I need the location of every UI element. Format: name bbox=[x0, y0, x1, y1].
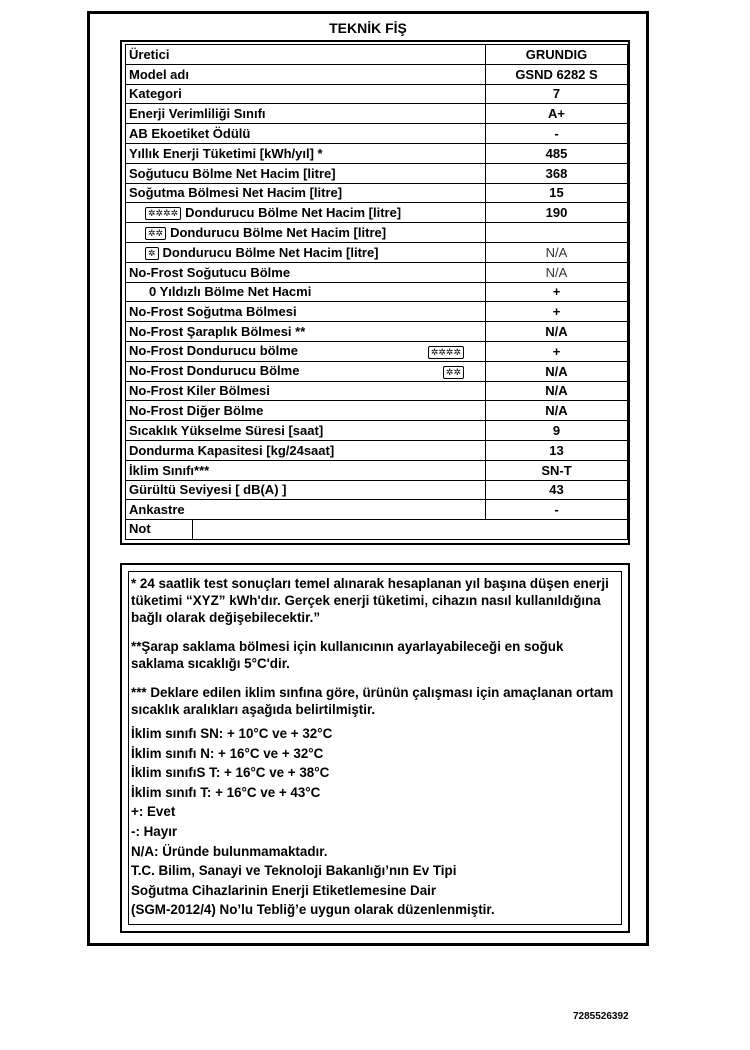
spec-label-cell bbox=[126, 203, 486, 223]
spec-label: No-Frost Kiler Bölmesi bbox=[129, 383, 270, 399]
freezer-star-icon: ✲✲ bbox=[443, 366, 464, 379]
spec-value bbox=[486, 223, 628, 243]
spec-label-cell bbox=[126, 520, 628, 540]
spec-row bbox=[126, 143, 628, 163]
spec-label-cell bbox=[126, 381, 486, 401]
spec-row bbox=[126, 104, 628, 124]
spec-label: Soğutma Bölmesi Net Hacim [litre] bbox=[129, 185, 343, 201]
spec-row bbox=[126, 440, 628, 460]
spec-row bbox=[126, 341, 628, 361]
spec-row bbox=[126, 322, 628, 342]
spec-row bbox=[126, 282, 628, 302]
freezer-star-icon: ✲ bbox=[145, 247, 159, 260]
spec-label-cell bbox=[126, 460, 486, 480]
spec-value: SN-T bbox=[486, 460, 628, 480]
spec-label: Dondurucu Bölme Net Hacim [litre] bbox=[185, 205, 402, 221]
spec-value: A+ bbox=[486, 104, 628, 124]
spec-label: Not bbox=[126, 520, 193, 539]
spec-row bbox=[126, 124, 628, 144]
spec-label-cell bbox=[126, 183, 486, 203]
spec-label-cell bbox=[126, 401, 486, 421]
note-line: İklim sınıfı T: + 16°C ve + 43°C bbox=[131, 784, 321, 800]
spec-label-cell bbox=[126, 480, 486, 500]
spec-value: 9 bbox=[486, 421, 628, 441]
note-line: İklim sınıfı SN: + 10°C ve + 32°C bbox=[131, 726, 333, 741]
spec-row bbox=[126, 64, 628, 84]
note-line: İklim sınıfı N: + 16°C ve + 32°C bbox=[131, 745, 324, 761]
spec-value: + bbox=[486, 341, 628, 361]
spec-label-cell bbox=[126, 45, 486, 65]
spec-row bbox=[126, 262, 628, 282]
spec-label: Dondurma Kapasitesi [kg/24saat] bbox=[129, 442, 335, 458]
spec-label: İklim Sınıfı*** bbox=[129, 462, 210, 478]
note-line: İklim sınıfıS T: + 16°C ve + 38°C bbox=[131, 765, 330, 781]
spec-row bbox=[126, 223, 628, 243]
footnote-energy: * 24 saatlik test sonuçları temel alınarak hesaplanan yıl başına düşen enerji tüketimi “XYZ” kWh'dır. Gerçek enerji tüketimi, cihazın nasıl kullanıldığına bağlı olarak değişebilecektir.” bbox=[131, 576, 609, 625]
spec-label: Gürültü Seviyesi [ dB(A) ] bbox=[129, 482, 287, 498]
spec-row bbox=[126, 242, 628, 262]
spec-label-cell bbox=[126, 322, 486, 342]
spec-label: Yıllık Enerji Tüketimi [kWh/yıl] * bbox=[129, 145, 323, 161]
spec-value: - bbox=[486, 124, 628, 144]
spec-label: Model adı bbox=[129, 66, 189, 82]
spec-label: 0 Yıldızlı Bölme Net Hacmi bbox=[149, 284, 312, 300]
spec-label-cell bbox=[126, 302, 486, 322]
notes-box bbox=[120, 563, 630, 933]
spec-row bbox=[126, 401, 628, 421]
document-code: 7285526392 bbox=[573, 1011, 629, 1022]
spec-table bbox=[125, 44, 628, 540]
spec-value: + bbox=[486, 282, 628, 302]
notes-inner bbox=[128, 571, 622, 925]
spec-label-cell bbox=[126, 163, 486, 183]
spec-row bbox=[126, 480, 628, 500]
footnote-wine: **Şarap saklama bölmesi için kullanıcının ayarlayabileceği en soğuk saklama sıcaklığı 5°C'dir. bbox=[131, 639, 564, 671]
spec-row bbox=[126, 361, 628, 381]
footnote-climate: *** Deklare edilen iklim sınfına göre, ürünün çalışması için amaçlanan ortam sıcaklık aralıkları aşağıda belirtilmiştir. bbox=[131, 685, 614, 717]
spec-value: GRUNDIG bbox=[486, 45, 628, 65]
spec-value: N/A bbox=[486, 322, 628, 342]
spec-row bbox=[126, 421, 628, 441]
spec-label: No-Frost Soğutma Bölmesi bbox=[129, 304, 297, 320]
note-line: +: Evet bbox=[131, 804, 176, 820]
spec-value: 13 bbox=[486, 440, 628, 460]
spec-label: Üretici bbox=[129, 46, 170, 62]
spec-label-cell bbox=[126, 500, 486, 520]
spec-value: 485 bbox=[486, 143, 628, 163]
document-title: TEKNİK FİŞ bbox=[329, 20, 407, 36]
spec-row bbox=[126, 84, 628, 104]
spec-row bbox=[126, 460, 628, 480]
spec-label-cell bbox=[126, 421, 486, 441]
note-line: (SGM-2012/4) No’lu Tebliğ’e uygun olarak düzenlenmiştir. bbox=[131, 902, 495, 918]
spec-label: AB Ekoetiket Ödülü bbox=[129, 126, 251, 142]
spec-value: N/A bbox=[486, 381, 628, 401]
note-line: N/A: Üründe bulunmamaktadır. bbox=[131, 843, 328, 859]
spec-value: GSND 6282 S bbox=[486, 64, 628, 84]
spec-label-cell bbox=[126, 282, 486, 302]
spec-label-cell bbox=[126, 64, 486, 84]
spec-label: No-Frost Şaraplık Bölmesi ** bbox=[129, 324, 306, 340]
freezer-star-icon: ✲✲✲✲ bbox=[145, 207, 181, 220]
spec-value: N/A bbox=[486, 242, 628, 262]
spec-value: 15 bbox=[486, 183, 628, 203]
spec-label: No-Frost Soğutucu Bölme bbox=[129, 264, 291, 280]
notes-lines bbox=[131, 724, 619, 920]
spec-value: N/A bbox=[486, 262, 628, 282]
spec-value: 43 bbox=[486, 480, 628, 500]
spec-row bbox=[126, 163, 628, 183]
spec-label-cell bbox=[126, 341, 486, 361]
spec-value: - bbox=[486, 500, 628, 520]
spec-label: No-Frost Dondurucu bölme bbox=[129, 343, 298, 359]
spec-label: Ankastre bbox=[129, 502, 185, 518]
spec-label: No-Frost Dondurucu Bölme bbox=[129, 363, 300, 379]
spec-label-cell bbox=[126, 143, 486, 163]
spec-row bbox=[126, 500, 628, 520]
spec-value: + bbox=[486, 302, 628, 322]
spec-label: No-Frost Diğer Bölme bbox=[129, 403, 264, 419]
spec-row bbox=[126, 381, 628, 401]
spec-label: Dondurucu Bölme Net Hacim [litre] bbox=[170, 225, 387, 241]
spec-value bbox=[193, 520, 627, 539]
spec-label-cell bbox=[126, 223, 486, 243]
note-line: Soğutma Cihazlarinin Enerji Etiketlemesine Dair bbox=[131, 882, 437, 898]
spec-label-cell bbox=[126, 242, 486, 262]
spec-label-cell bbox=[126, 361, 486, 381]
spec-label: Enerji Verimliliği Sınıfı bbox=[129, 106, 266, 122]
spec-row bbox=[126, 520, 628, 540]
spec-label-cell bbox=[126, 124, 486, 144]
spec-value: N/A bbox=[486, 361, 628, 381]
spec-value: N/A bbox=[486, 401, 628, 421]
spec-label: Dondurucu Bölme Net Hacim [litre] bbox=[162, 244, 379, 260]
freezer-star-icon: ✲✲✲✲ bbox=[428, 346, 464, 359]
spec-row bbox=[126, 203, 628, 223]
freezer-star-icon: ✲✲ bbox=[145, 227, 166, 240]
spec-value: 7 bbox=[486, 84, 628, 104]
spec-label-cell bbox=[126, 262, 486, 282]
spec-label: Sıcaklık Yükselme Süresi [saat] bbox=[129, 423, 324, 439]
note-line: T.C. Bilim, Sanayi ve Teknoloji Bakanlığı’nın Ev Tipi bbox=[131, 863, 457, 879]
spec-value: 190 bbox=[486, 203, 628, 223]
spec-row bbox=[126, 302, 628, 322]
spec-value: 368 bbox=[486, 163, 628, 183]
spec-row bbox=[126, 183, 628, 203]
spec-label: Soğutucu Bölme Net Hacim [litre] bbox=[129, 165, 336, 181]
spec-label-cell bbox=[126, 84, 486, 104]
spec-label-cell bbox=[126, 104, 486, 124]
spec-label: Kategori bbox=[129, 86, 182, 102]
spec-row bbox=[126, 45, 628, 65]
spec-label-cell bbox=[126, 440, 486, 460]
note-line: -: Hayır bbox=[131, 823, 178, 839]
